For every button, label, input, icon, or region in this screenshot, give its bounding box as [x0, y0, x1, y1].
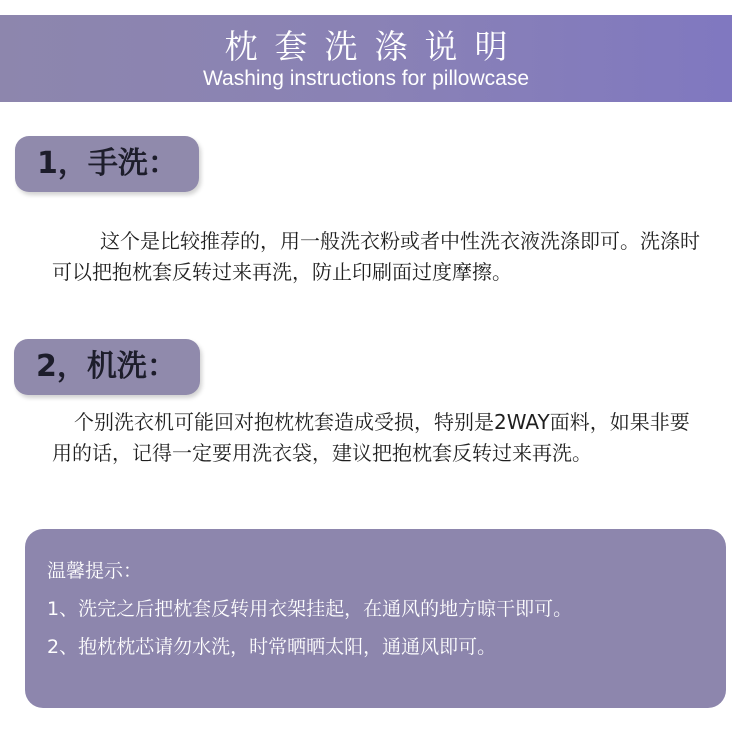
section-heading-machine-wash: 2，机洗：: [14, 339, 200, 395]
hand-wash-description: 这个是比较推荐的，用一般洗衣粉或者中性洗衣液洗涤即可。洗涤时可以把抱枕套反转过来再洗，防止印刷面过度摩擦。: [52, 229, 700, 284]
header-banner: [0, 15, 732, 102]
page-subtitle: Washing instructions for pillowcase: [202, 67, 530, 90]
tip-item-1: 1、洗完之后把枕套反转用衣架挂起，在通风的地方晾干即可。: [47, 598, 573, 620]
section-heading-hand-wash: 1，手洗：: [15, 136, 199, 192]
page-title: 枕套洗涤说明: [224, 27, 525, 66]
tips-title: 温馨提示：: [47, 560, 143, 582]
tips-box: [25, 529, 726, 708]
tip-item-2: 2、抱枕枕芯请勿水洗，时常晒晒太阳，通通风即可。: [47, 636, 497, 658]
machine-wash-description: 个别洗衣机可能回对抱枕枕套造成受损，特别是2WAY面料，如果非要用的话，记得一定要用洗衣袋，建议把抱枕套反转过来再洗。: [52, 410, 690, 465]
